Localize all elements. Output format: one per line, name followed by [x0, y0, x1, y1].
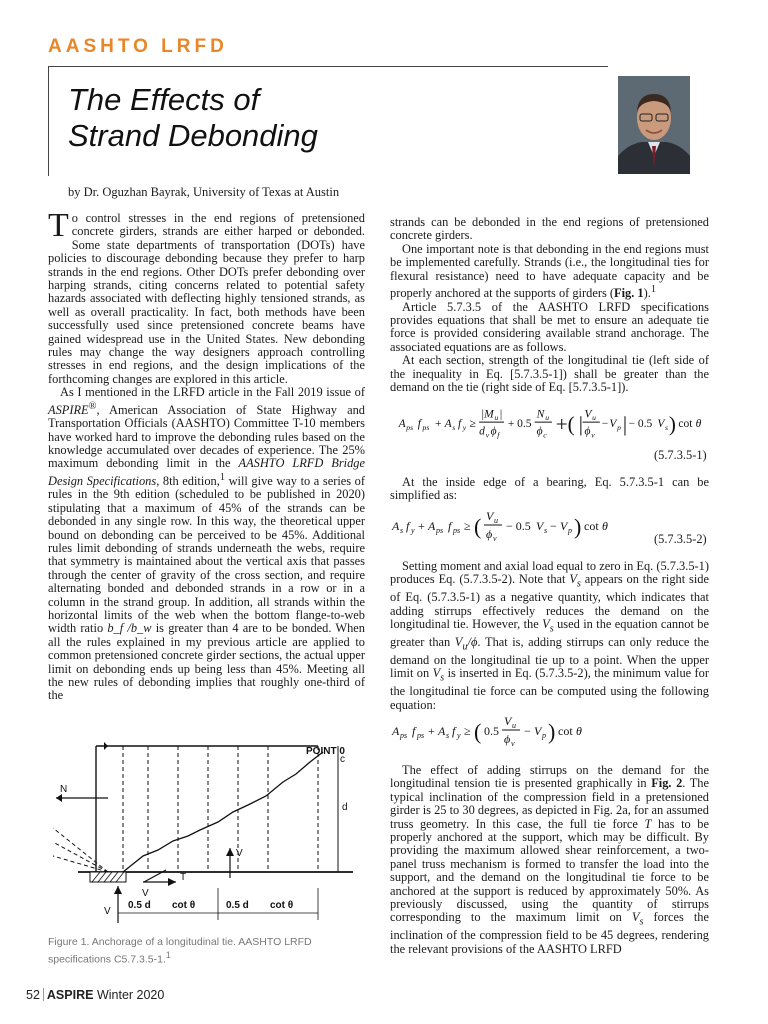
svg-text:V: V [584, 408, 592, 421]
author-photo [618, 76, 690, 174]
c-label: c [340, 754, 345, 765]
paragraph-debond-rules [48, 386, 365, 703]
svg-text:≥: ≥ [464, 519, 471, 533]
caption-footnote: 1 [165, 950, 171, 960]
left-column [48, 207, 365, 703]
svg-text:≥: ≥ [464, 724, 471, 738]
text-run: has to be properly anchored at the support, which may be difficult. By providing the maximum allowed shear reinforcement, a two-panel truss mechanism is formed to transfer the load into the support, and the demand on the longitudinal tie force to be anchored at the support is reduced by approximately 50%. As previously discussed, using the quantity of stirrups corresponding to the maximum limit on [390, 816, 709, 925]
text-run: forces the inclination of the compression field to be 45 degrees, rendering the relevant provisions of the AASHTO LRFD [390, 910, 709, 956]
svg-text:): ) [668, 411, 676, 436]
dim2-cot: cot θ [270, 900, 294, 911]
dv-label: d [342, 802, 348, 813]
text-run: One important note is that debonding in the end regions must be implemented carefully. Strands (i.e., the longitudinal ties for flexural resistance) need to have adequate capacity and be properly anchored at the supports of girders ( [390, 241, 709, 301]
svg-text:+: + [435, 417, 442, 430]
title-line-2: Strand Debonding [68, 118, 318, 153]
svg-text:v: v [485, 430, 490, 440]
vs-symbol: $V_s$ [432, 666, 445, 684]
svg-text:v: v [511, 739, 515, 748]
svg-text:|: | [578, 411, 583, 436]
text-run: . The typical inclination of the compression field in a pretensioned girder is 25 to 30 degrees, as depicted in Fig. 2a, for an assumed truss geometry. In this case, the full tie force [390, 776, 709, 831]
footnote-ref: 1 [650, 284, 657, 296]
svg-text:−: − [601, 417, 609, 430]
svg-text:f: f [417, 417, 421, 430]
setting-moment-text [390, 560, 709, 712]
svg-text:ϕ: ϕ [536, 425, 543, 438]
svg-text:f: f [452, 724, 456, 738]
svg-text:ϕ: ϕ [584, 425, 591, 438]
aspire-italic: ASPIRE [48, 402, 89, 417]
equation-5-7-3-5-1 [390, 402, 710, 448]
svg-text:A: A [398, 417, 406, 430]
paragraph-effect-stirrups [390, 764, 709, 956]
svg-text:ps: ps [422, 422, 430, 432]
svg-text:ϕ: ϕ [504, 732, 511, 746]
vs-symbol: $V_s$ [542, 617, 554, 635]
svg-text:A: A [438, 724, 446, 738]
svg-text:A: A [392, 724, 400, 738]
svg-text:− 0.5: − 0.5 [506, 519, 531, 533]
article-title [68, 82, 318, 154]
registered-mark: ® [88, 400, 97, 412]
fig-1-ref[interactable]: Fig. 1 [614, 286, 644, 301]
svg-text:N: N [536, 408, 545, 421]
title-frame-vertical [48, 66, 49, 176]
svg-text:): ) [574, 514, 582, 539]
ratio-italic: b_f /b_w [107, 621, 152, 636]
svg-text:ps: ps [436, 526, 444, 535]
svg-text:|: | [622, 411, 628, 436]
dim1-cot: cot θ [172, 900, 196, 911]
svg-text:ps: ps [417, 731, 425, 740]
svg-text:d: d [479, 425, 485, 438]
strut [53, 842, 108, 872]
paragraph-each-section: At each section, strength of the longitudinal tie (left side of the inequality in Eq. [5.7.3.5-1]) shall be greater than the demand on the tie (right side of Eq. [5.7.3.5-1]). [390, 353, 709, 394]
eq2-number: (5.7.3.5-2) [654, 532, 707, 546]
text-run: Setting moment and axial load equal to zero in Eq. (5.7.3.5-1) produces Eq. (5.7.3.5-2). Note that [390, 559, 709, 587]
eq1-number: (5.7.3.5-1) [654, 448, 707, 462]
svg-text:y: y [411, 526, 415, 535]
svg-text:0.5: 0.5 [484, 724, 499, 738]
footer-separator [43, 988, 44, 1001]
paragraph-bearing [390, 476, 709, 503]
text-run: will give way to a series of rules in the 9th edition (scheduled to be published in 2020) stipulating that a maximum of 45% of the strands can be debonded in any single row. In this way, the theoretical upper bound on debonding can be perceived to be 45%. Additional rules limit debonding of strands underneath the webs, require that symmetry is maintained about the vertical axis that passes through the center of gravity of the cross section, and require alternating bonded and debonded strands in a row or in a column in the strand group. In addition, all strands within the horizontal limits of the web when the bottom flange-to-web width ratio [48, 473, 365, 636]
svg-text:p: p [542, 731, 546, 740]
svg-text:cot: cot [584, 519, 599, 533]
strut [53, 828, 108, 872]
svg-text:A: A [444, 417, 452, 430]
figure-1-diagram [48, 738, 360, 930]
svg-text:p: p [617, 422, 621, 432]
svg-text:V: V [504, 714, 512, 728]
vu-over-phi-symbol: $V_u/\phi$ [454, 634, 478, 653]
vs-symbol: $V_s$ [631, 910, 644, 928]
intro-paragraph [48, 207, 365, 386]
right-column-top [390, 216, 709, 394]
equation-min-tie-force [390, 710, 710, 756]
svg-text:(: ( [474, 719, 482, 744]
vu-label: V [104, 906, 111, 917]
intro-text: o control stresses in the end regions of pretensioned concrete girders, strands are either harped or debonded. Some state departments of transportation (DOTs) have policies to discourage debonding because they prefer to harp strands in the end regions. Other DOTs prefer debonding over harping strands, citing concerns related to potential safety hazards associated with deflecting highly tensioned strands, as well as overall practicality. In fact, both methods have been successfully used since pretensioned concrete beams have gained widespread use in the United States. New debonding rules may change the way designers approach controlling stresses in end regions, and the design implications of the forthcoming changes are explored in this article. [48, 211, 365, 386]
magazine-name: ASPIRE [46, 988, 94, 1002]
svg-text:s: s [446, 731, 450, 740]
svg-text:+: + [428, 724, 435, 738]
vs-label: V [236, 848, 243, 859]
strut [53, 856, 108, 872]
page-footer [26, 988, 164, 1002]
svg-text:ϕ: ϕ [486, 527, 493, 541]
svg-text:f: f [406, 519, 410, 533]
svg-text:u: u [592, 413, 596, 423]
svg-text:u: u [512, 721, 516, 730]
svg-text:f: f [497, 430, 500, 440]
paragraph-continued: strands can be debonded in the end regions of pretensioned concrete girders. [390, 215, 709, 243]
svg-text:−: − [550, 519, 557, 533]
nu-label: N [60, 784, 68, 795]
point-0-label: POINT 0 [306, 746, 345, 757]
svg-text:V: V [609, 417, 617, 430]
text-run: , American Association of State Highway and Transportation Officials (AASHTO) Committee T-10 members have worked hard to improve the debonding rules based on the knowledge accumulated over decades of experience. The 25% maximum debonding limit in the [48, 402, 365, 471]
fig-2-ref[interactable]: Fig. 2 [651, 776, 683, 791]
effect-stirrups-text [390, 764, 709, 956]
svg-text:−: − [524, 724, 531, 738]
title-line-1: The Effects of [68, 82, 260, 117]
vp-label: V [142, 888, 149, 899]
section-tag: AASHTO LRFD [48, 36, 228, 57]
page-number: 52 [26, 988, 40, 1002]
text-run: used in the equation cannot be greater than [390, 617, 709, 649]
nu-arrowhead [104, 742, 108, 750]
svg-text:y: y [462, 422, 467, 432]
paragraph-important-note [390, 243, 709, 301]
caption-text: Figure 1. Anchorage of a longitudinal tie. AASHTO LRFD specifications C5.7.3.5-1. [48, 936, 312, 966]
svg-text:|M: |M [481, 408, 494, 421]
svg-text:f: f [448, 519, 452, 533]
svg-text:θ: θ [576, 724, 582, 738]
svg-text:cot: cot [678, 417, 693, 430]
author-photo-art [618, 76, 690, 174]
text-run: is greater than 4 are to be bonded. When all the rules explained in my previous article are applied to common pretensioned concrete girder sections, the actual upper limit on debonding ends up being less than 45%. Meeting all the new rules of debonding implies that roughly one-third of the [48, 621, 365, 703]
crack-line [123, 752, 323, 872]
svg-text:ps: ps [406, 422, 414, 432]
text-run: . That is, adding stirrups can only reduce the demand on the longitudinal tie up to a point. When the upper limit on [390, 634, 710, 681]
svg-text:V: V [657, 417, 665, 430]
t-symbol: T [644, 816, 652, 831]
svg-text:(: ( [474, 514, 482, 539]
issue-label: Winter 2020 [96, 988, 165, 1002]
drop-cap: T [48, 207, 69, 244]
svg-text:V: V [536, 519, 544, 533]
svg-text:p: p [568, 526, 572, 535]
figure-caption [48, 936, 358, 967]
svg-text:s: s [665, 422, 668, 432]
svg-text:v: v [591, 430, 595, 440]
svg-text:ϕ: ϕ [490, 425, 497, 438]
text-run: appears on the right side of Eq. (5.7.3.5-1) as a negative quantity, which indicates that adding stirrups effectively reduces the demand on the longitudinal tie. However, the [390, 572, 709, 632]
svg-text:ps: ps [453, 526, 461, 535]
svg-text:f: f [458, 417, 462, 430]
text-run: ). [643, 286, 651, 301]
svg-text:A: A [428, 519, 436, 533]
svg-text:v: v [493, 534, 497, 543]
text-run: is inserted in Eq. (5.7.3.5-2), the minimum value for the longitudinal tie force can be computed using the following equation: [390, 666, 710, 712]
svg-text:u: u [494, 516, 498, 525]
svg-text:u: u [545, 413, 550, 423]
bearing-text: At the inside edge of a bearing, Eq. 5.7.3.5-1 can be simplified as: [390, 475, 709, 503]
svg-text:): ) [548, 719, 556, 744]
spec-title-italic: AASHTO LRFD Bridge Design Specifications, [48, 456, 365, 488]
svg-text:V: V [486, 509, 494, 523]
byline: by Dr. Oguzhan Bayrak, University of Texas at Austin [68, 185, 340, 199]
svg-text:≥: ≥ [469, 417, 476, 430]
svg-text:y: y [457, 731, 461, 740]
svg-text:ps: ps [400, 731, 408, 740]
t-label: T [180, 872, 187, 883]
svg-text:s: s [544, 526, 548, 535]
svg-text:A: A [392, 519, 400, 533]
svg-text:cot: cot [558, 724, 573, 738]
svg-text:+: + [418, 519, 425, 533]
svg-text:+(: +( [555, 411, 575, 436]
footnote-ref: 1 [219, 471, 225, 483]
svg-text:s: s [452, 422, 456, 432]
text-run: 8th edition, [159, 473, 220, 488]
svg-text:c: c [543, 430, 547, 440]
svg-text:u: u [494, 413, 499, 423]
svg-text:θ: θ [602, 519, 608, 533]
vs-symbol: $V_s$ [569, 572, 581, 590]
paragraph-article: Article 5.7.3.5 of the AASHTO LRFD specifications provides equations that shall be met to ensure an adequate tie force is provided considering available strand anchorage. The associated equations are as follows. [390, 299, 709, 354]
svg-text:f: f [412, 724, 416, 738]
svg-text:+ 0.5: + 0.5 [507, 417, 532, 430]
title-frame-horizontal [48, 66, 608, 67]
svg-text:V: V [534, 724, 542, 738]
svg-text:|: | [499, 408, 503, 421]
svg-text:θ: θ [695, 417, 702, 430]
text-run: As I mentioned in the LRFD article in the Fall 2019 issue of [60, 385, 365, 400]
text-run: The effect of adding stirrups on the demand for the longitudinal tension tie is presented graphically in [390, 763, 709, 791]
dim2-label: 0.5 d [226, 900, 249, 911]
svg-text:V: V [560, 519, 568, 533]
svg-text:− 0.5: − 0.5 [628, 417, 653, 430]
svg-text:s: s [400, 526, 404, 535]
dim1-label: 0.5 d [128, 900, 151, 911]
paragraph-setting-moment [390, 560, 709, 712]
